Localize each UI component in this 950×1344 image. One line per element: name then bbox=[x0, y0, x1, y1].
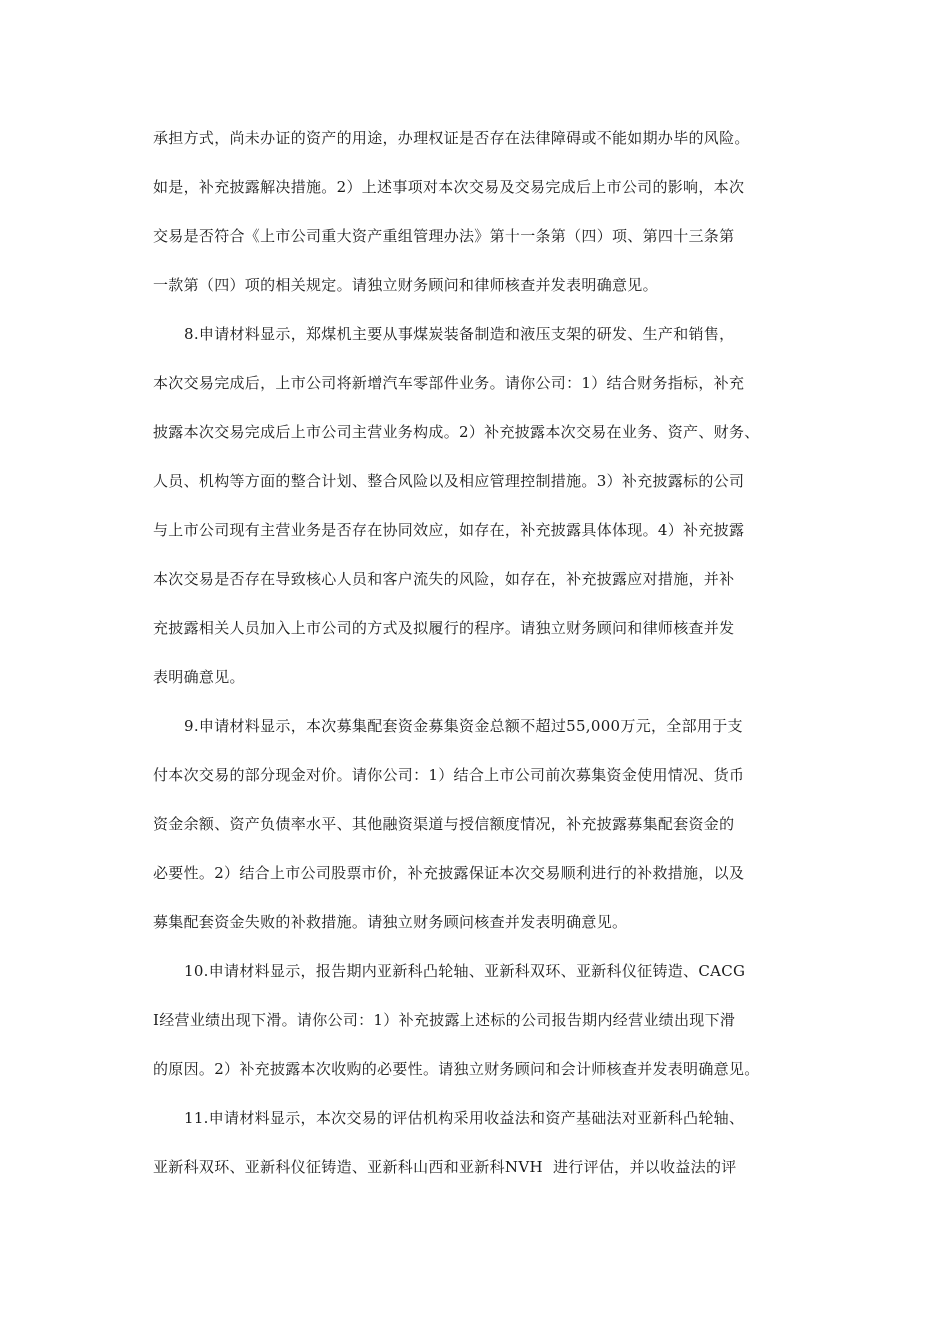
paragraph-item-10: 10.申请材料显示，报告期内亚新科凸轮轴、亚新科双环、亚新科仪征铸造、CACG bbox=[184, 962, 746, 980]
paragraph-item-11: 11.申请材料显示，本次交易的评估机构采用收益法和资产基础法对亚新科凸轮轴、 bbox=[184, 1109, 745, 1127]
text-line: 本次交易完成后，上市公司将新增汽车零部件业务。请你公司：1）结合财务指标，补充 bbox=[153, 374, 745, 392]
text-line: 如是，补充披露解决措施。2）上述事项对本次交易及交易完成后上市公司的影响，本次 bbox=[153, 178, 745, 196]
text-line: 人员、机构等方面的整合计划、整合风险以及相应管理控制措施。3）补充披露标的公司 bbox=[153, 472, 745, 490]
text-line: 亚新科双环、亚新科仪征铸造、亚新科山西和亚新科NVH 进行评估，并以收益法的评 bbox=[153, 1158, 737, 1176]
text-line: 付本次交易的部分现金对价。请你公司：1）结合上市公司前次募集资金使用情况、货币 bbox=[153, 766, 745, 784]
text-line: 披露本次交易完成后上市公司主营业务构成。2）补充披露本次交易在业务、资产、财务、 bbox=[153, 423, 760, 441]
paragraph-item-9: 9.申请材料显示，本次募集配套资金募集资金总额不超过55,000万元，全部用于支 bbox=[184, 717, 743, 735]
text-line: 交易是否符合《上市公司重大资产重组管理办法》第十一条第（四）项、第四十三条第 bbox=[153, 227, 735, 245]
text-line: 承担方式，尚未办证的资产的用途，办理权证是否存在法律障碍或不能如期办毕的风险。 bbox=[153, 129, 750, 147]
text-line: 一款第（四）项的相关规定。请独立财务顾问和律师核查并发表明确意见。 bbox=[153, 276, 658, 294]
text-line: 募集配套资金失败的补救措施。请独立财务顾问核查并发表明确意见。 bbox=[153, 913, 628, 931]
text-line: 充披露相关人员加入上市公司的方式及拟履行的程序。请独立财务顾问和律师核查并发 bbox=[153, 619, 735, 637]
text-line: 必要性。2）结合上市公司股票市价，补充披露保证本次交易顺利进行的补救措施，以及 bbox=[153, 864, 745, 882]
text-line: 资金余额、资产负债率水平、其他融资渠道与授信额度情况，补充披露募集配套资金的 bbox=[153, 815, 735, 833]
text-line: 与上市公司现有主营业务是否存在协同效应，如存在，补充披露具体体现。4）补充披露 bbox=[153, 521, 745, 539]
text-line: 本次交易是否存在导致核心人员和客户流失的风险，如存在，补充披露应对措施，并补 bbox=[153, 570, 735, 588]
text-line: 的原因。2）补充披露本次收购的必要性。请独立财务顾问和会计师核查并发表明确意见。 bbox=[153, 1060, 760, 1078]
text-line: I经营业绩出现下滑。请你公司：1）补充披露上述标的公司报告期内经营业绩出现下滑 bbox=[153, 1011, 736, 1029]
paragraph-item-8: 8.申请材料显示，郑煤机主要从事煤炭装备制造和液压支架的研发、生产和销售， bbox=[184, 325, 735, 343]
text-line: 表明确意见。 bbox=[153, 668, 245, 686]
